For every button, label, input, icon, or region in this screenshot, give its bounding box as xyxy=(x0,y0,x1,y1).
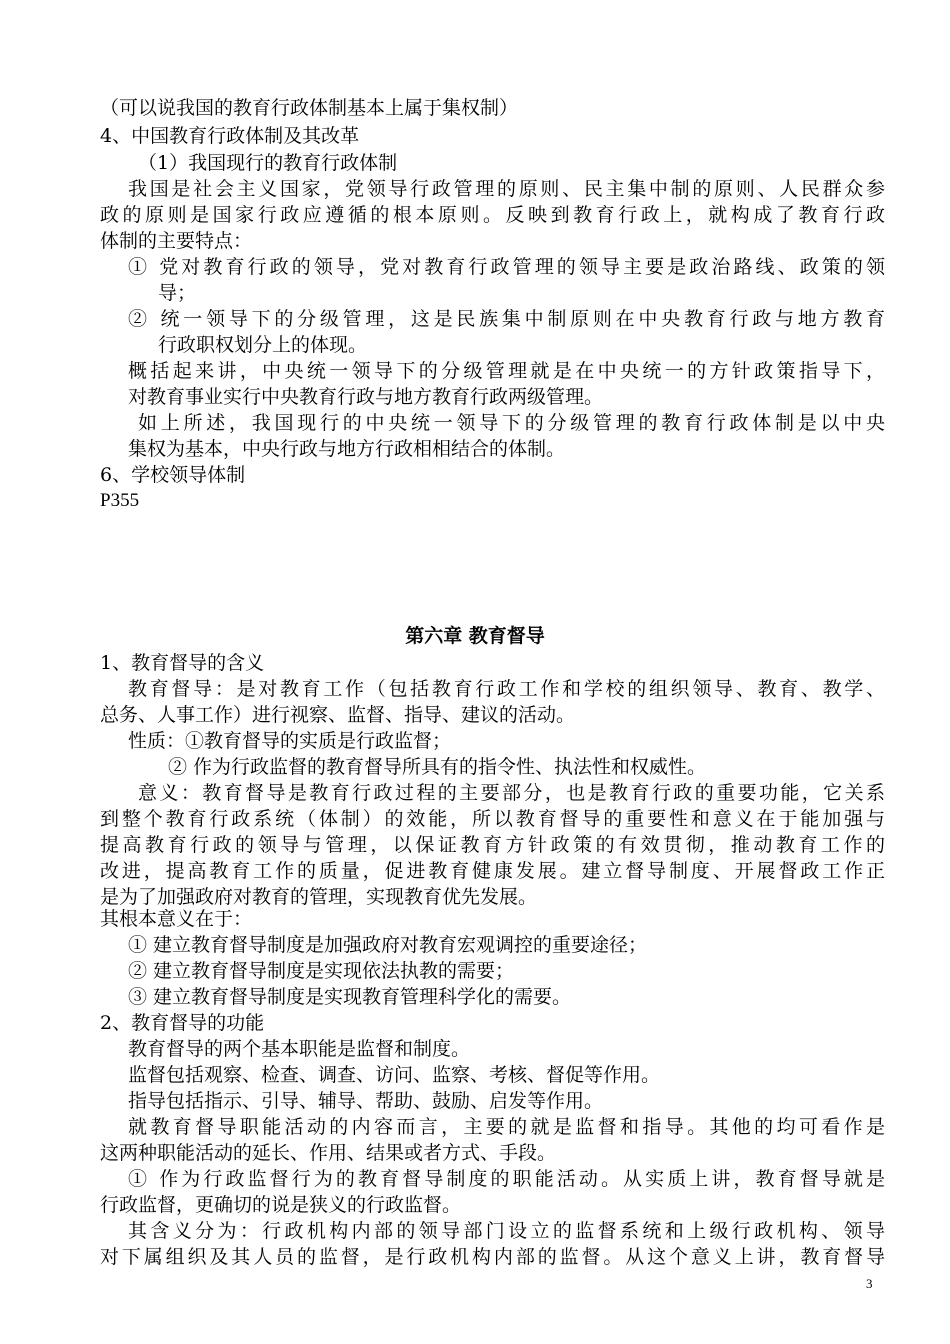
paragraph-line: 体制的主要特点： xyxy=(100,230,253,252)
paragraph-line: 总务、人事工作）进行视察、监督、指导、建议的活动。 xyxy=(100,704,576,726)
section-heading: 2、教育督导的功能 xyxy=(100,1012,265,1034)
section-heading: 4、中国教育行政体制及其改革 xyxy=(100,125,360,147)
paragraph-line: 如上所述，我国现行的中央统一领导下的分级管理的教育行政体制是以中央 xyxy=(138,412,885,434)
section-heading: 6、学校领导体制 xyxy=(100,464,246,486)
paragraph-line: ① 作为行政监督行为的教育督导制度的职能活动。从实质上讲，教育督导就是 xyxy=(128,1168,885,1190)
paragraph-line: 我国是社会主义国家，党领导行政管理的原则、民主集中制的原则、人民群众参 xyxy=(128,178,885,200)
paragraph-line: 到整个教育行政系统（体制）的效能，所以教育督导的重要性和意义在于能加强与 xyxy=(100,808,885,830)
page-reference: P355 xyxy=(100,490,140,511)
paragraph-line: 教育督导：是对教育工作（包括教育行政工作和学校的组织领导、教育、教学、 xyxy=(128,678,885,700)
section-heading: 1、教育督导的含义 xyxy=(100,652,265,674)
paragraph-line: 概括起来讲，中央统一领导下的分级管理就是在中央统一的方针政策指导下， xyxy=(128,360,885,382)
paragraph-line: 政的原则是国家行政应遵循的根本原则。反映到教育行政上，就构成了教育行政 xyxy=(100,204,885,226)
paragraph-line: 指导包括指示、引导、辅导、帮助、鼓励、启发等作用。 xyxy=(128,1090,604,1112)
paragraph-line: 这两种职能活动的延长、作用、结果或者方式、手段。 xyxy=(100,1142,557,1164)
chapter-title: 第六章 教育督导 xyxy=(405,625,545,647)
paragraph-line: 意义：教育督导是教育行政过程的主要部分，也是教育行政的重要功能，它关系 xyxy=(138,782,885,804)
paragraph-line: 性质：①教育督导的实质是行政监督； xyxy=(128,730,452,752)
list-item: ③ 建立教育督导制度是实现教育管理科学化的需要。 xyxy=(128,986,572,1008)
paragraph-line: 其根本意义在于： xyxy=(100,908,253,930)
paragraph-line: 提高教育行政的领导与管理，以保证教育方针政策的有效贯彻，推动教育工作的 xyxy=(100,834,885,856)
paragraph-line: 集权为基本，中央行政与地方行政相相结合的体制。 xyxy=(128,438,566,460)
paragraph-line: 其含义分为：行政机构内部的领导部门设立的监督系统和上级行政机构、领导 xyxy=(128,1220,885,1242)
paragraph-line: 就教育督导职能活动的内容而言，主要的就是监督和指导。其他的均可看作是 xyxy=(128,1116,885,1138)
list-item: ② 建立教育督导制度是实现依法执教的需要； xyxy=(128,960,515,982)
list-item-continued: 行政职权划分上的体现。 xyxy=(158,334,368,356)
paragraph-line: 教育督导的两个基本职能是监督和制度。 xyxy=(128,1038,471,1060)
paragraph-line: 对下属组织及其人员的监督，是行政机构内部的监督。从这个意义上讲，教育督导 xyxy=(100,1246,885,1268)
paragraph-line: 行政监督，更确切的说是狭义的行政监督。 xyxy=(100,1194,462,1216)
paragraph-line: 监督包括观察、检查、调查、访问、监察、考核、督促等作用。 xyxy=(128,1064,661,1086)
list-item: ① 党对教育行政的领导，党对教育行政管理的领导主要是政治路线、政策的领 xyxy=(128,256,885,278)
list-item: ② 统一领导下的分级管理，这是民族集中制原则在中央教育行政与地方教育 xyxy=(128,308,885,330)
paragraph-line: 对教育事业实行中央教育行政与地方教育行政两级管理。 xyxy=(128,386,604,408)
page-number: 3 xyxy=(866,1276,873,1291)
list-item: ① 建立教育督导制度是加强政府对教育宏观调控的重要途径； xyxy=(128,934,648,956)
paragraph-line: 改进，提高教育工作的质量，促进教育健康发展。建立督导制度、开展督政工作正 xyxy=(100,860,885,882)
text-line: （可以说我国的教育行政体制基本上属于集权制） xyxy=(100,97,519,119)
paragraph-line: 是为了加强政府对教育的管理，实现教育优先发展。 xyxy=(100,886,538,908)
list-item-continued: 导； xyxy=(158,282,197,304)
paragraph-line: ② 作为行政监督的教育督导所具有的指令性、执法性和权威性。 xyxy=(168,756,707,778)
subsection-heading: （1）我国现行的教育行政体制 xyxy=(138,152,398,174)
